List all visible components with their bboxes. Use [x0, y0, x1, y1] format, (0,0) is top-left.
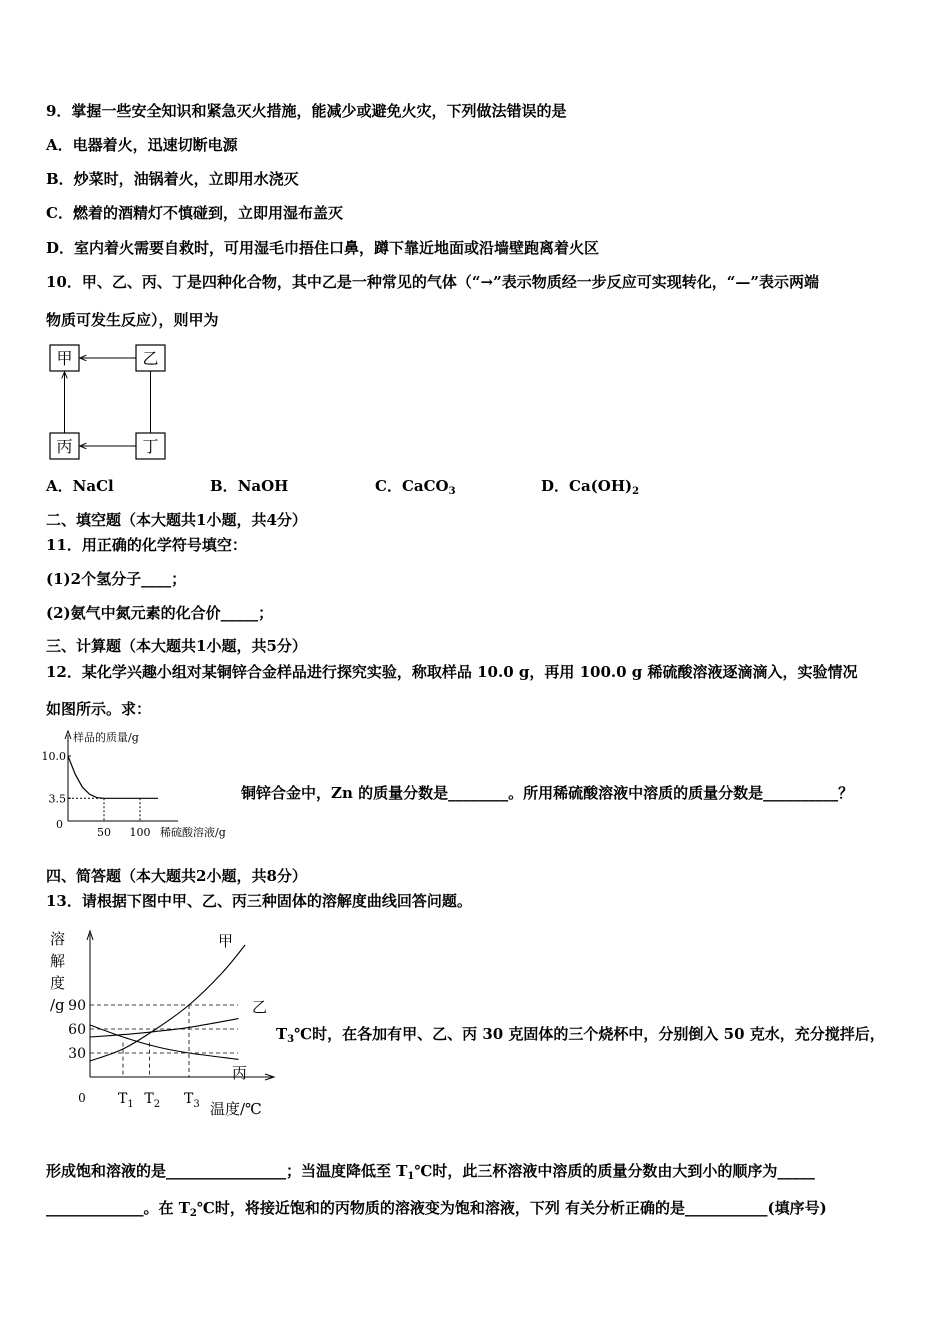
q11-sub2: (2)氨气中氮元素的化合价_____；	[46, 604, 274, 622]
c2-x-tick-label: $T_1$	[118, 1091, 134, 1110]
q12-stem-line2: 如图所示。求：	[46, 700, 152, 718]
c1-y-tick-label: 3.5	[48, 792, 66, 806]
q9-option-c: C．燃着的酒精灯不慎碰到，立即用湿布盖灭	[46, 204, 343, 222]
label-bing: 丙	[56, 437, 73, 456]
c1-origin: 0	[56, 818, 63, 831]
c1-x-label: 稀硫酸溶液/g	[160, 826, 226, 839]
section-4-heading: 四、简答题（本大题共2小题，共8分）	[46, 867, 307, 885]
q13-solubility-chart	[42, 920, 282, 1125]
c1-y-tick-label: 10.0	[41, 750, 66, 763]
q13-line3: _____________。在 $T_2℃$时，将接近饱和的丙物质的溶液变为饱和溶液，下列 有关分析正确的是___________(填序号)	[46, 1199, 827, 1219]
c2-y-tick-label: 30	[68, 1046, 86, 1062]
q13-side-text: $T_3℃$时，在各加有甲、乙、丙 30 克固体的三个烧杯中，分别倒入 50 克水，充分搅拌后，	[276, 1025, 885, 1045]
c2-x-label: 温度/℃	[210, 1100, 262, 1118]
c1-x-tick-label: 100	[129, 826, 151, 839]
c2-y-label-1: 溶	[50, 930, 66, 948]
c2-series-1-line	[90, 945, 245, 1061]
c2-y-tick-label: 90	[68, 998, 86, 1014]
q12-mass-chart	[40, 725, 240, 840]
c2-series-2-line	[90, 1019, 239, 1037]
c2-origin: 0	[78, 1091, 86, 1105]
q11-stem: 11．用正确的化学符号填空：	[46, 536, 247, 554]
label-yi: 乙	[142, 349, 159, 368]
c2-series-1-label: 甲	[218, 932, 234, 950]
c2-y-label-2: 解	[50, 952, 66, 970]
q9-stem: 9．掌握一些安全知识和紧急灭火措施，能减少或避免火灾，下列做法错误的是	[46, 102, 567, 120]
section-3-heading: 三、计算题（本大题共1小题，共5分）	[46, 637, 307, 655]
q10-option-c: C．CaCO$_3$	[375, 477, 456, 497]
c1-series-line	[68, 756, 158, 798]
q12-stem-line1: 12．某化学兴趣小组对某铜锌合金样品进行探究实验，称取样品 10.0 g，再用 100.0 g 稀硫酸溶液逐滴滴入，实验情况	[46, 663, 858, 681]
q10-option-d: D．$Ca(OH)_2$	[541, 477, 640, 497]
q10-option-a: A．NaCl	[46, 477, 114, 495]
q11-sub1: (1)2个氢分子____；	[46, 570, 187, 588]
c2-series-3-label: 丙	[232, 1064, 248, 1082]
label-ding: 丁	[142, 437, 159, 456]
c2-x-tick-label: $T_3$	[184, 1091, 200, 1110]
q10-relation-diagram	[46, 342, 171, 464]
c2-y-tick-label: 60	[68, 1022, 86, 1038]
q9-option-d: D．室内着火需要自救时，可用湿毛巾捂住口鼻，蹲下靠近地面或沿墙壁跑离着火区	[46, 239, 600, 257]
q12-question: 铜锌合金中，Zn 的质量分数是________。所用稀硫酸溶液中溶质的质量分数是__________？	[241, 784, 854, 802]
c2-series-2-label: 乙	[252, 998, 268, 1016]
q10-stem-line2: 物质可发生反应），则甲为	[46, 311, 219, 329]
q13-line2: 形成饱和溶液的是________________；当温度降低至 $T_1℃$时，此三杯溶液中溶质的质量分数由大到小的顺序为_____	[46, 1162, 815, 1182]
c1-x-tick-label: 50	[97, 826, 111, 839]
q13-stem: 13．请根据下图中甲、乙、丙三种固体的溶解度曲线回答问题。	[46, 892, 472, 910]
c2-x-tick-label: $T_2$	[144, 1091, 161, 1110]
q10-stem-line1: 10．甲、乙、丙、丁是四种化合物，其中乙是一种常见的气体（“→”表示物质经一步反应可实现转化，“—”表示两端	[46, 273, 819, 291]
q9-option-b: B．炒菜时，油锅着火，立即用水浇灭	[46, 170, 299, 188]
c2-y-label-4: /g	[50, 996, 65, 1014]
section-2-heading: 二、填空题（本大题共1小题，共4分）	[46, 511, 307, 529]
c1-y-label: 样品的质量/g	[73, 731, 139, 744]
label-jia: 甲	[56, 349, 73, 368]
q10-option-b: B．NaOH	[210, 477, 289, 495]
c2-y-label-3: 度	[50, 974, 66, 992]
q9-option-a: A．电器着火，迅速切断电源	[46, 136, 238, 154]
